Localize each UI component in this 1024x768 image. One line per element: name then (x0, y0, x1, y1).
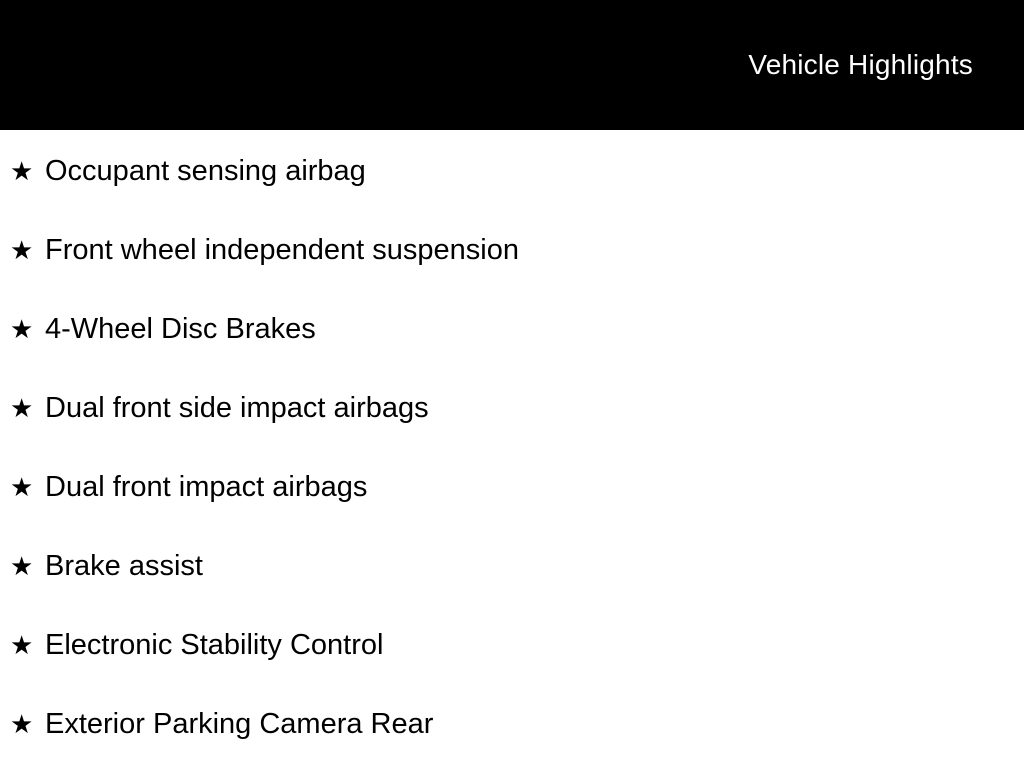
highlight-item (10, 629, 1024, 662)
star-icon: ★ (10, 314, 34, 344)
page-title: Vehicle Highlights (748, 49, 973, 80)
highlight-item (10, 708, 1024, 741)
highlight-item-label: Electronic Stability Control (45, 629, 384, 661)
highlights-list (0, 130, 1024, 741)
header-bar (0, 0, 1024, 130)
highlight-item-label: Dual front side impact airbags (45, 392, 429, 424)
star-icon: ★ (10, 630, 34, 660)
star-icon: ★ (10, 709, 34, 739)
highlight-item (10, 155, 1024, 188)
highlight-item-label: Brake assist (45, 550, 203, 582)
highlight-item (10, 471, 1024, 504)
highlight-item (10, 550, 1024, 583)
highlight-item-label: Front wheel independent suspension (45, 234, 519, 266)
star-icon: ★ (10, 551, 34, 581)
highlight-item-label: Occupant sensing airbag (45, 155, 366, 187)
highlight-item-label: Dual front impact airbags (45, 471, 368, 503)
star-icon: ★ (10, 393, 34, 423)
highlight-item (10, 313, 1024, 346)
highlight-item (10, 392, 1024, 425)
star-icon: ★ (10, 472, 34, 502)
highlight-item-label: 4-Wheel Disc Brakes (45, 313, 316, 345)
star-icon: ★ (10, 235, 34, 265)
highlight-item-label: Exterior Parking Camera Rear (45, 708, 434, 740)
highlight-item (10, 234, 1024, 267)
star-icon: ★ (10, 156, 34, 186)
